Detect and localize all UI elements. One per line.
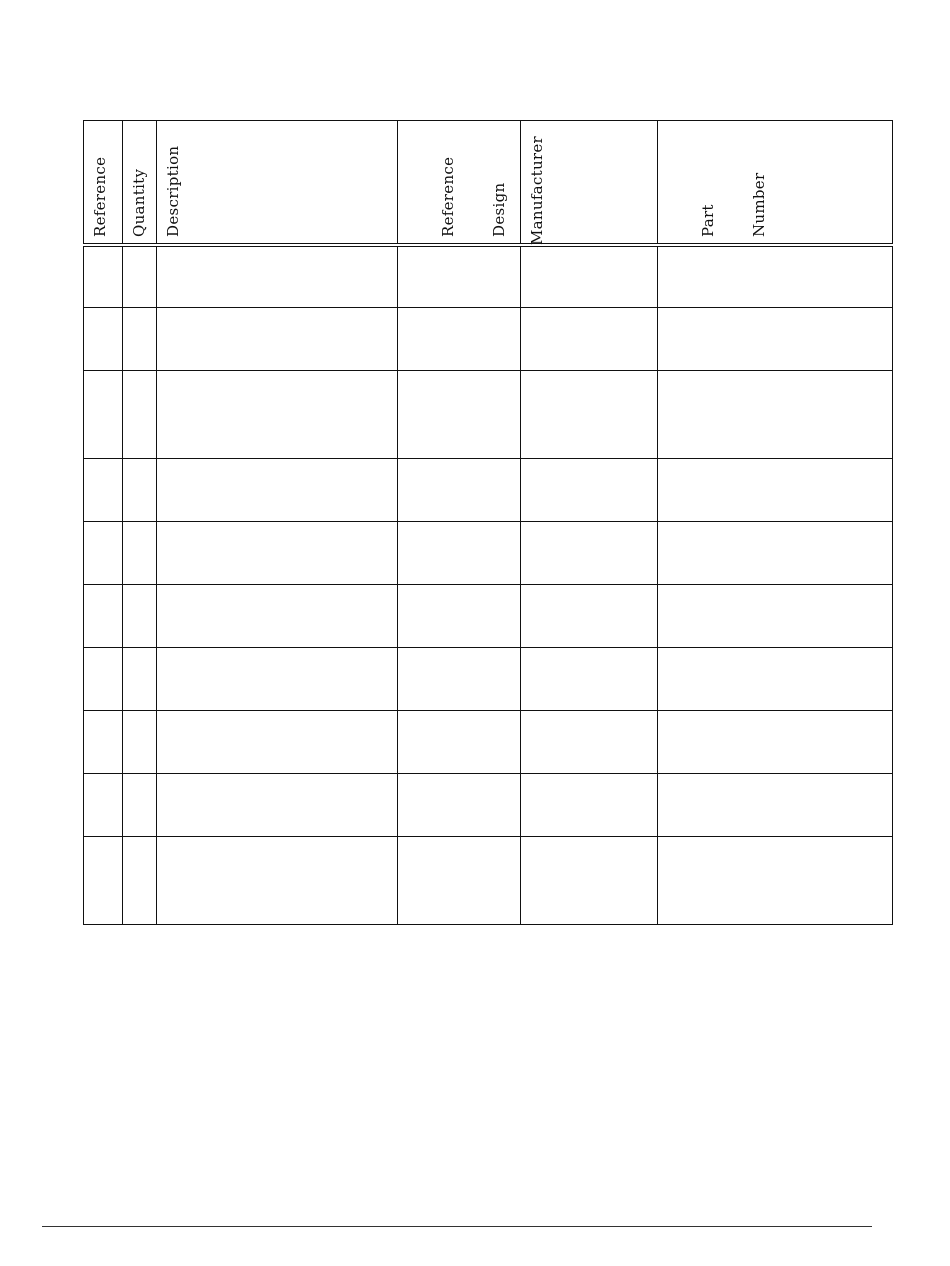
cell-part-number[interactable]	[658, 522, 893, 585]
cell-part-number[interactable]	[658, 711, 893, 774]
cell-reference[interactable]	[84, 245, 123, 308]
header-reference	[84, 121, 123, 245]
cell-reference-design[interactable]	[398, 774, 521, 837]
table-row	[84, 837, 893, 925]
header-quantity-label: Quantity	[130, 168, 148, 237]
cell-reference-design[interactable]	[398, 371, 521, 459]
cell-part-number[interactable]	[658, 459, 893, 522]
cell-quantity[interactable]	[123, 522, 157, 585]
cell-reference-design[interactable]	[398, 459, 521, 522]
cell-reference[interactable]	[84, 774, 123, 837]
cell-quantity[interactable]	[123, 308, 157, 371]
cell-quantity[interactable]	[123, 585, 157, 648]
cell-part-number[interactable]	[658, 308, 893, 371]
cell-manufacturer[interactable]	[521, 308, 658, 371]
header-reference-design	[398, 121, 521, 245]
cell-reference-design[interactable]	[398, 522, 521, 585]
header-quantity	[123, 121, 157, 245]
cell-manufacturer[interactable]	[521, 837, 658, 925]
cell-quantity[interactable]	[123, 245, 157, 308]
header-reference-label: Reference	[91, 156, 109, 237]
cell-part-number[interactable]	[658, 371, 893, 459]
cell-quantity[interactable]	[123, 711, 157, 774]
table-row	[84, 459, 893, 522]
cell-description[interactable]	[157, 837, 398, 925]
cell-quantity[interactable]	[123, 459, 157, 522]
cell-manufacturer[interactable]	[521, 774, 658, 837]
header-description-label: Description	[164, 145, 182, 237]
cell-manufacturer[interactable]	[521, 648, 658, 711]
table-row	[84, 522, 893, 585]
cell-reference-design[interactable]	[398, 711, 521, 774]
cell-manufacturer[interactable]	[521, 245, 658, 308]
cell-description[interactable]	[157, 585, 398, 648]
cell-description[interactable]	[157, 522, 398, 585]
cell-quantity[interactable]	[123, 774, 157, 837]
cell-reference[interactable]	[84, 522, 123, 585]
header-manufacturer	[521, 121, 658, 245]
cell-reference-design[interactable]	[398, 585, 521, 648]
cell-manufacturer[interactable]	[521, 522, 658, 585]
cell-reference-design[interactable]	[398, 837, 521, 925]
cell-reference-design[interactable]	[398, 308, 521, 371]
cell-quantity[interactable]	[123, 648, 157, 711]
table-row	[84, 371, 893, 459]
header-reference-design-line2: Design	[490, 182, 508, 237]
cell-manufacturer[interactable]	[521, 711, 658, 774]
cell-description[interactable]	[157, 371, 398, 459]
cell-reference-design[interactable]	[398, 648, 521, 711]
cell-quantity[interactable]	[123, 371, 157, 459]
header-part-number-line1: Part	[699, 203, 717, 237]
table-row	[84, 585, 893, 648]
cell-reference[interactable]	[84, 648, 123, 711]
cell-quantity[interactable]	[123, 837, 157, 925]
cell-manufacturer[interactable]	[521, 459, 658, 522]
cell-part-number[interactable]	[658, 245, 893, 308]
cell-reference[interactable]	[84, 371, 123, 459]
header-reference-design-line1: Reference	[439, 156, 457, 237]
cell-part-number[interactable]	[658, 774, 893, 837]
cell-manufacturer[interactable]	[521, 371, 658, 459]
footer-divider	[42, 1226, 872, 1227]
bill-of-materials-table	[83, 120, 893, 925]
header-manufacturer-label: Manufacturer	[528, 135, 546, 245]
header-row	[84, 121, 893, 245]
table-row	[84, 245, 893, 308]
cell-part-number[interactable]	[658, 837, 893, 925]
cell-description[interactable]	[157, 774, 398, 837]
cell-description[interactable]	[157, 308, 398, 371]
table-row	[84, 774, 893, 837]
cell-reference[interactable]	[84, 308, 123, 371]
cell-description[interactable]	[157, 711, 398, 774]
cell-reference-design[interactable]	[398, 245, 521, 308]
table-row	[84, 308, 893, 371]
header-part-number-line2: Number	[750, 172, 768, 237]
header-part-number	[658, 121, 893, 245]
cell-reference[interactable]	[84, 459, 123, 522]
cell-description[interactable]	[157, 648, 398, 711]
cell-manufacturer[interactable]	[521, 585, 658, 648]
cell-reference[interactable]	[84, 837, 123, 925]
cell-description[interactable]	[157, 245, 398, 308]
header-description	[157, 121, 398, 245]
table-row	[84, 648, 893, 711]
cell-part-number[interactable]	[658, 585, 893, 648]
table-row	[84, 711, 893, 774]
cell-reference[interactable]	[84, 585, 123, 648]
cell-part-number[interactable]	[658, 648, 893, 711]
cell-reference[interactable]	[84, 711, 123, 774]
cell-description[interactable]	[157, 459, 398, 522]
